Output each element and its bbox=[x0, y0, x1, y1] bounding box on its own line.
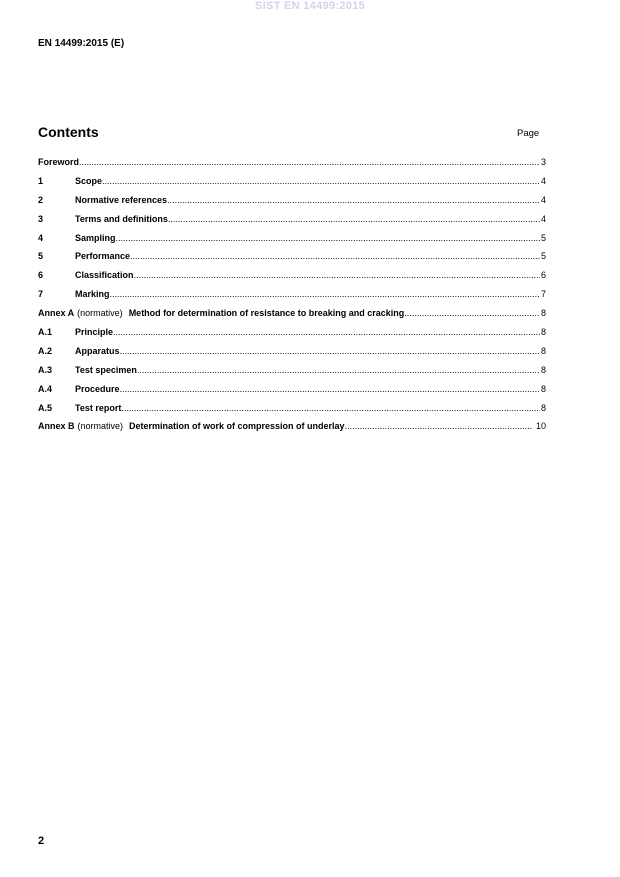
toc-entry-performance[interactable] bbox=[38, 251, 546, 270]
toc-entry-scope[interactable] bbox=[38, 176, 546, 195]
toc-entry-page: 8 bbox=[540, 308, 546, 319]
toc-leader bbox=[113, 327, 540, 337]
toc-entry-page: 8 bbox=[540, 364, 546, 375]
toc-annex-label: Annex A bbox=[38, 308, 75, 319]
toc-entry-page: 8 bbox=[540, 327, 546, 338]
toc-entry-normative-references[interactable] bbox=[38, 195, 546, 214]
toc-entry-test-report[interactable] bbox=[38, 403, 546, 422]
toc-entry-number: 6 bbox=[38, 270, 44, 281]
toc-leader bbox=[116, 233, 540, 243]
toc-leader bbox=[345, 421, 533, 431]
toc-entry-page: 4 bbox=[540, 175, 546, 186]
watermark: SIST EN 14499:2015 bbox=[255, 0, 365, 12]
toc-entry-page: 5 bbox=[540, 232, 546, 243]
toc-entry-page: 7 bbox=[540, 289, 546, 300]
toc-entry-number: 3 bbox=[38, 213, 44, 224]
toc-entry-title: Test report bbox=[75, 402, 122, 413]
toc-entry-foreword[interactable] bbox=[38, 157, 546, 176]
toc-entry-number: A.5 bbox=[38, 402, 53, 413]
toc-entry-title: Sampling bbox=[75, 232, 116, 243]
toc-entry-classification[interactable] bbox=[38, 270, 546, 289]
toc-leader bbox=[130, 251, 540, 261]
toc-entry-page: 4 bbox=[540, 213, 546, 224]
toc-entry-sampling[interactable] bbox=[38, 233, 546, 252]
toc-entry-page: 3 bbox=[540, 157, 546, 167]
toc-entry-title: Normative references bbox=[75, 194, 168, 205]
toc-entry-procedure[interactable] bbox=[38, 384, 546, 403]
toc-entry-marking[interactable] bbox=[38, 289, 546, 308]
toc-entry-title: Test specimen bbox=[75, 364, 137, 375]
toc-entry-annex-a[interactable] bbox=[38, 308, 546, 327]
toc-leader bbox=[168, 214, 540, 224]
toc-entry-title: Scope bbox=[75, 175, 103, 186]
toc-entry-number: A.4 bbox=[38, 383, 53, 394]
toc-entry-page: 8 bbox=[540, 402, 546, 413]
document-id: EN 14499:2015 (E) bbox=[38, 38, 125, 49]
toc-entry-title: Procedure bbox=[75, 383, 120, 394]
toc-entry-test-specimen[interactable] bbox=[38, 365, 546, 384]
toc-entry-number: 5 bbox=[38, 251, 44, 262]
toc-entry-number: 1 bbox=[38, 175, 44, 186]
toc-entry-title: Performance bbox=[75, 251, 131, 262]
table-of-contents bbox=[38, 157, 546, 440]
toc-annex-normative-tag: (normative) bbox=[77, 421, 124, 432]
page-number: 2 bbox=[38, 835, 45, 847]
toc-entry-title: Foreword bbox=[38, 157, 80, 167]
toc-entry-page: 8 bbox=[540, 383, 546, 394]
contents-title: Contents bbox=[38, 124, 99, 140]
toc-leader bbox=[137, 365, 540, 375]
toc-entry-number: A.3 bbox=[38, 364, 53, 375]
toc-leader bbox=[404, 308, 540, 318]
toc-entry-page: 4 bbox=[540, 194, 546, 205]
toc-leader bbox=[110, 289, 540, 299]
toc-entry-title: Principle bbox=[75, 327, 114, 338]
toc-entry-title: Apparatus bbox=[75, 345, 120, 356]
toc-entry-page: 8 bbox=[540, 345, 546, 356]
toc-entry-number: 7 bbox=[38, 289, 44, 300]
toc-entry-title: Terms and definitions bbox=[75, 213, 168, 224]
toc-entry-principle[interactable] bbox=[38, 327, 546, 346]
page-column-label: Page bbox=[517, 128, 540, 139]
toc-leader bbox=[167, 195, 540, 205]
toc-entry-title: Determination of work of compression of underlay bbox=[129, 421, 345, 432]
toc-entry-page: 6 bbox=[540, 270, 546, 281]
toc-entry-terms-and-definitions[interactable] bbox=[38, 214, 546, 233]
toc-entry-number: 4 bbox=[38, 232, 44, 243]
toc-annex-label: Annex B bbox=[38, 421, 75, 432]
toc-leader bbox=[120, 384, 540, 394]
toc-entry-number: 2 bbox=[38, 194, 44, 205]
toc-leader bbox=[120, 346, 540, 356]
toc-entry-page: 5 bbox=[540, 251, 546, 262]
toc-entry-page: 10 bbox=[535, 421, 546, 432]
toc-leader bbox=[134, 270, 540, 280]
toc-entry-annex-b[interactable] bbox=[38, 421, 546, 440]
toc-entry-title: Classification bbox=[75, 270, 134, 281]
toc-entry-number: A.1 bbox=[38, 327, 53, 338]
toc-leader bbox=[79, 157, 540, 167]
toc-entry-title: Marking bbox=[75, 289, 110, 300]
toc-leader bbox=[102, 176, 540, 186]
toc-entry-title: Method for determination of resistance to breaking and cracking bbox=[128, 308, 405, 319]
toc-annex-normative-tag: (normative) bbox=[77, 308, 123, 319]
toc-leader bbox=[121, 403, 540, 413]
toc-entry-number: A.2 bbox=[38, 345, 53, 356]
toc-entry-apparatus[interactable] bbox=[38, 346, 546, 365]
